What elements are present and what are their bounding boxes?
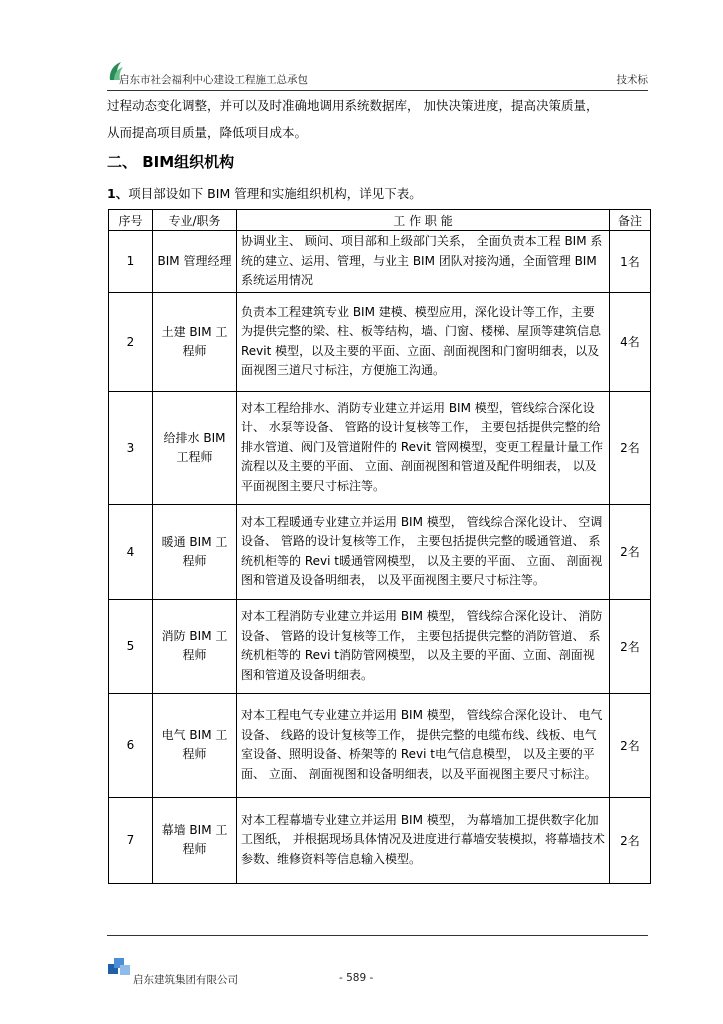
row-no: 5: [109, 599, 153, 693]
row-count: 2名: [610, 797, 651, 883]
table-row: [109, 391, 651, 504]
footer-divider: [107, 935, 648, 936]
row-no: 4: [109, 504, 153, 599]
page-footer: [107, 935, 648, 995]
row-count: 4名: [610, 292, 651, 391]
row-count: 2名: [610, 391, 651, 504]
row-role: 电气 BIM 工程师: [153, 693, 237, 797]
row-duty: 负责本工程建筑专业 BIM 建模、模型应用，深化设计等工作，主要为提供完整的梁、柱、板等结构，墙、门窗、楼梯、屋顶等建筑信息 Revit 模型，以及主要的平面、立面、剖面视图和门窗明细表，以及面视图三道尺寸标注，方便施工沟通。: [237, 292, 610, 391]
row-count: 2名: [610, 599, 651, 693]
table-row: [109, 231, 651, 293]
subsection-number: 1、: [107, 186, 129, 201]
row-duty: 对本工程幕墙专业建立并运用 BIM 模型， 为幕墙加工提供数字化加工图纸， 并根据现场具体情况及进度进行幕墙安装模拟，将幕墙技术参数、维修资料等信息输入模型。: [237, 797, 610, 883]
row-role: 幕墙 BIM 工程师: [153, 797, 237, 883]
row-no: 6: [109, 693, 153, 797]
header-tag: 技术标: [616, 74, 648, 86]
header-count: 备注: [610, 210, 651, 231]
row-no: 2: [109, 292, 153, 391]
header-divider: [107, 90, 648, 91]
table-row: [109, 504, 651, 599]
row-no: 7: [109, 797, 153, 883]
row-count: 1名: [610, 231, 651, 293]
row-count: 2名: [610, 504, 651, 599]
header-role: 专业/职务: [153, 210, 237, 231]
table-row: [109, 599, 651, 693]
section-title: 二、 BIM组织机构: [107, 153, 235, 171]
subsection-title: [107, 184, 422, 202]
row-duty: 对本工程暖通专业建立并运用 BIM 模型， 管线综合深化设计、 空调设备、 管路的设计复核等工作， 主要包括提供完整的暖通管道、 系统机柜等的 Revi t暖通管网模型， 以及主要的平面、 立面、 剖面视图和管道及设备明细表， 以及平面视图主要尺寸标注等。: [237, 504, 610, 599]
header-duty: 工 作 职 能: [237, 210, 610, 231]
footer-company: 启东建筑集团有限公司: [133, 974, 238, 986]
row-duty: 对本工程消防专业建立并运用 BIM 模型， 管线综合深化设计、 消防设备、 管路的设计复核等工作， 主要包括提供完整的消防管道、 系统机柜等的 Revi t消防管网模型， 以及主要的平面、立面、剖面视图和管道及设备明细表。: [237, 599, 610, 693]
subsection-text: 项目部设如下 BIM 管理和实施组织机构，详见下表。: [128, 186, 422, 201]
row-role: BIM 管理经理: [153, 231, 237, 293]
row-role: 消防 BIM 工程师: [153, 599, 237, 693]
row-no: 1: [109, 231, 153, 293]
group-logo-icon: [107, 955, 131, 979]
header-no: 序号: [109, 210, 153, 231]
table-row: [109, 797, 651, 883]
intro-line-2: 从而提高项目质量，降低项目成本。: [107, 125, 308, 140]
table-header-row: [109, 210, 651, 231]
table-row: [109, 693, 651, 797]
row-count: 2名: [610, 693, 651, 797]
row-duty: 对本工程电气专业建立并运用 BIM 模型， 管线综合深化设计、 电气设备、 线路的设计复核等工作， 提供完整的电缆布线、线板、电气室设备、照明设备、桥架等的 Revi t电气信息模型， 以及主要的平面、 立面、 剖面视图和设备明细表，以及平面视图主要尺寸标注。: [237, 693, 610, 797]
table-row: [109, 292, 651, 391]
row-role: 给排水 BIM 工程师: [153, 391, 237, 504]
row-role: 暖通 BIM 工程师: [153, 504, 237, 599]
row-duty: 协调业主、 顾问、项目部和上级部门关系， 全面负责本工程 BIM 系统的建立、运用、管理，与业主 BIM 团队对接沟通，全面管理 BIM 系统运用情况: [237, 231, 610, 293]
row-no: 3: [109, 391, 153, 504]
row-duty: 对本工程给排水、消防专业建立并运用 BIM 模型，管线综合深化设计、 水泵等设备、 管路的设计复核等工作， 主要包括提供完整的给排水管道、阀门及管道附件的 Revit 管网模型，变更工程量计量工作流程以及主要的平面、 立面、剖面视图和管道及配件明细表， 以及平面视图主要尺寸标注等。: [237, 391, 610, 504]
header-company: 启东市社会福利中心建设工程施工总承包: [119, 74, 308, 86]
intro-line-1: 过程动态变化调整，并可以及时准确地调用系统数据库， 加快决策进度，提高决策质量，: [107, 98, 599, 113]
page-header: [107, 58, 648, 92]
row-role: 土建 BIM 工程师: [153, 292, 237, 391]
org-table: [108, 209, 651, 884]
page-number: - 589 -: [339, 972, 374, 984]
